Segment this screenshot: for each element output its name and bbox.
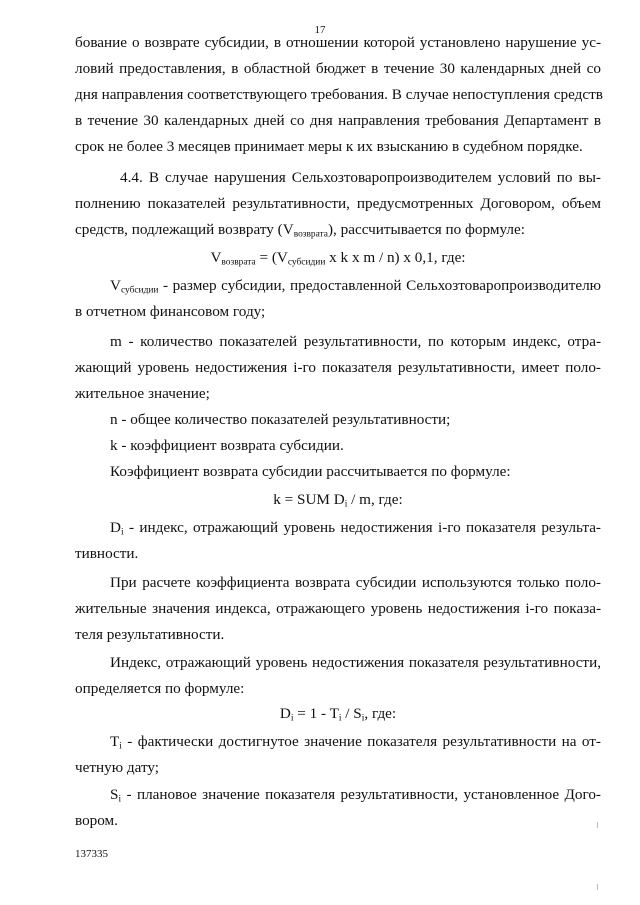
document-code: 137335 [75, 848, 108, 860]
text-line: m - количество показателей результативности, по которым индекс, отра- [110, 333, 601, 350]
formula-part: = (V [255, 249, 288, 266]
text-line: четную дату; [75, 759, 160, 776]
text-line: ловий предоставления, в областной бюджет в течение 30 календарных дней со [75, 60, 601, 77]
text-line: жительное значение; [75, 385, 210, 402]
subscript: субсидии [120, 285, 159, 296]
text-line [110, 732, 601, 752]
text-line: жительные значения индекса, отражающего уровень недостижения i-го показа- [75, 600, 601, 617]
formula [75, 248, 601, 268]
text-line: 4.4. В случае нарушения Сельхозтоваропроизводителем условий по вы- [120, 169, 601, 186]
text-part: - индекс, отражающий уровень недостижения i-го показателя результа- [123, 519, 601, 536]
subscript: i [120, 527, 124, 538]
subscript: субсидии [287, 257, 326, 268]
text-line: жающий уровень недостижения i-го показателя результативности, имеет поло- [75, 359, 601, 376]
text-line: тивности. [75, 545, 139, 562]
text-line: определяется по формуле: [75, 680, 245, 697]
text-line: k - коэффициент возврата субсидии. [110, 437, 344, 454]
text-line [110, 785, 601, 805]
subscript: i [118, 794, 122, 805]
text-line: n - общее количество показателей результативности; [110, 411, 451, 428]
subscript: i [361, 713, 365, 724]
text-line: в течение 30 календарных дней со дня направления требования Департамент в [75, 112, 601, 129]
text-part: D [110, 519, 121, 536]
text-line: в отчетном финансовом году; [75, 303, 266, 320]
formula-part: / S [341, 705, 362, 722]
text-part: T [110, 733, 120, 750]
subscript: возврата [293, 229, 328, 240]
text-line: бование о возврате субсидии, в отношении которой установлено нарушение ус- [75, 34, 601, 51]
subscript: i [344, 499, 348, 510]
text-line [75, 220, 525, 240]
formula [75, 704, 601, 724]
formula [75, 490, 601, 510]
subscript: i [119, 741, 122, 752]
formula-part: / m, где: [347, 491, 403, 508]
scan-mark [597, 822, 598, 828]
text-line: Коэффициент возврата субсидии рассчитывается по формуле: [110, 463, 511, 480]
text-part: ), рассчитывается по формуле: [327, 221, 525, 238]
text-part: - плановое значение показателя результативности, установленное Дого- [121, 786, 601, 803]
formula-part: = 1 - T [293, 705, 339, 722]
text-line: срок не более 3 месяцев принимает меры к их взысканию в судебном порядке. [75, 138, 583, 155]
text-line: полнению показателей результативности, предусмотренных Договором, объем [75, 195, 601, 212]
text-line [110, 276, 601, 296]
text-part: - размер субсидии, предоставленной Сельхозтоваропроизводителю [158, 277, 601, 294]
text-line: дня направления соответствующего требования. В случае непоступления средств [75, 86, 603, 103]
formula-part: x k x m / n) x 0,1, где: [325, 249, 466, 266]
formula-part: V [210, 249, 222, 266]
formula-part: k = SUM D [273, 491, 345, 508]
text-line: вором. [75, 812, 118, 829]
subscript: возврата [221, 257, 256, 268]
formula-part: D [279, 705, 291, 722]
text-line: При расчете коэффициента возврата субсидии используются только поло- [110, 574, 601, 591]
page-number: 17 [314, 24, 326, 36]
text-line [110, 518, 601, 538]
text-line: Индекс, отражающий уровень недостижения показателя результативности, [110, 654, 601, 671]
formula-part: , где: [364, 705, 397, 722]
text-part: V [110, 277, 121, 294]
text-part: средств, подлежащий возврату (V [75, 221, 294, 238]
text-part: - фактически достигнутое значение показателя результативности на от- [121, 733, 601, 750]
text-part: S [110, 786, 119, 803]
subscript: i [338, 713, 342, 724]
subscript: i [290, 713, 294, 724]
text-line: теля результативности. [75, 626, 225, 643]
scan-mark [597, 884, 598, 890]
